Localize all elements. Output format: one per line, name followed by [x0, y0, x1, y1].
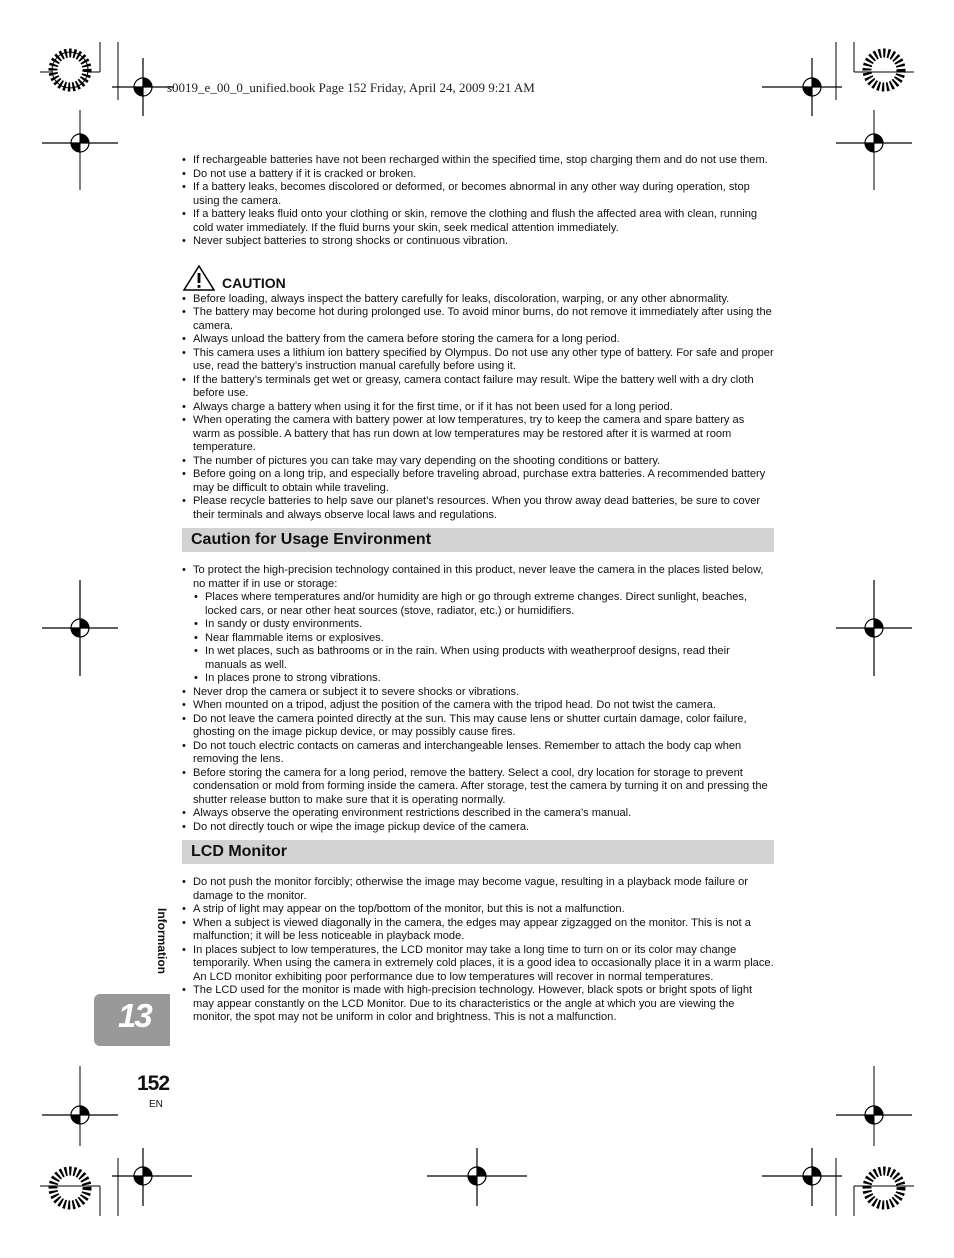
- sublist-item: • In sandy or dusty environments.: [180, 618, 774, 632]
- list-item: • In places subject to low temperatures, the LCD monitor may take a long time to turn on or its color may change temporarily. When using the camera in extremely cold places, it is a good idea to occasionally place it in a warm place. An LCD monitor exhibiting poor performance due to low temperatures will recover in normal temperatures.: [180, 944, 774, 985]
- section-heading-usage-environment: [182, 528, 774, 552]
- list-item: • Do not directly touch or wipe the image pickup device of the camera.: [180, 821, 774, 835]
- list-item: • Always observe the operating environment restrictions described in the camera’s manual.: [180, 807, 774, 821]
- list-item: • When a subject is viewed diagonally in the camera, the edges may appear zigzagged on the monitor. This is not a malfunction; it will be less noticeable in playback mode.: [180, 917, 774, 944]
- list-item: • Before going on a long trip, and especially before traveling abroad, purchase extra batteries. A recommended battery may be difficult to obtain while traveling.: [180, 468, 774, 495]
- usage-environment-list: [180, 564, 774, 834]
- places-sublist: [180, 591, 774, 686]
- battery-warning-list: [180, 154, 774, 249]
- starburst-target-icon: [53, 1171, 87, 1205]
- list-item: • The number of pictures you can take may vary depending on the shooting conditions or battery.: [180, 455, 774, 469]
- chapter-label: [150, 908, 170, 990]
- list-item: • A strip of light may appear on the top/bottom of the monitor, but this is not a malfunction.: [180, 903, 774, 917]
- warning-triangle-icon: [183, 265, 215, 291]
- section-title: Caution for Usage Environment: [191, 531, 432, 548]
- registration-mark-icon: [762, 58, 842, 116]
- chapter-label-text: Information: [155, 908, 169, 974]
- chapter-number: 13: [118, 997, 151, 1034]
- list-item: • This camera uses a lithium ion battery specified by Olympus. Do not use any other type of battery. For safe and proper use, read the battery’s instruction manual carefully before using it.: [180, 347, 774, 374]
- list-item: • When operating the camera with battery power at low temperatures, try to keep the camera and spare battery as warm as possible. A battery that has run down at low temperatures may be restored after it is warmed at room temperature.: [180, 414, 774, 455]
- list-item: • When mounted on a tripod, adjust the position of the camera with the tripod head. Do not twist the camera.: [180, 699, 774, 713]
- registration-mark-icon: [762, 1148, 842, 1206]
- list-item: • If the battery’s terminals get wet or greasy, camera contact failure may result. Wipe the battery well with a dry cloth before use.: [180, 374, 774, 401]
- list-item: • The LCD used for the monitor is made with high-precision technology. However, black spots or bright spots of light may appear constantly on the LCD Monitor. Due to its characteristics or the angle at which you are viewing the monitor, the spot may not be uniform in color and brightness. This is not a malfunction.: [180, 984, 774, 1025]
- list-item: • Always charge a battery when using it for the first time, or if it has not been used for a long period.: [180, 401, 774, 415]
- list-item: • Never subject batteries to strong shocks or continuous vibration.: [180, 235, 774, 249]
- list-item: • If a battery leaks, becomes discolored or deformed, or becomes abnormal in any other way during operation, stop using the camera.: [180, 181, 774, 208]
- list-item: • Do not use a battery if it is cracked or broken.: [180, 168, 774, 182]
- list-item: • Do not leave the camera pointed directly at the sun. This may cause lens or shutter curtain damage, color failure, ghosting on the image pickup device, or may possibly cause fires.: [180, 713, 774, 740]
- registration-mark-icon: [112, 1148, 192, 1206]
- caution-list: [180, 293, 774, 523]
- list-item: • If a battery leaks fluid onto your clothing or skin, remove the clothing and flush the affected area with clean, running cold water immediately. If the fluid burns your skin, seek medical attention immediately.: [180, 208, 774, 235]
- section-heading-lcd-monitor: [182, 840, 774, 864]
- lcd-monitor-list: [180, 876, 774, 1025]
- list-item-text: • To protect the high-precision technology contained in this product, never leave the camera in the places listed below, no matter if in use or storage:: [193, 564, 764, 590]
- list-item: • Please recycle batteries to help save our planet’s resources. When you throw away dead batteries, be sure to cover their terminals and always observe local laws and regulations.: [180, 495, 774, 522]
- list-item: • Do not push the monitor forcibly; otherwise the image may become vague, resulting in a playback mode failure or damage to the monitor.: [180, 876, 774, 903]
- list-item: • Always unload the battery from the camera before storing the camera for a long period.: [180, 333, 774, 347]
- page-number: 152: [137, 1072, 170, 1095]
- starburst-target-icon: [867, 53, 901, 87]
- sublist-item: • Near flammable items or explosives.: [180, 632, 774, 646]
- sublist-item: • In wet places, such as bathrooms or in the rain. When using products with weatherproof designs, read their manuals as well.: [180, 645, 774, 672]
- language-code: EN: [149, 1099, 163, 1110]
- page-content: [180, 154, 774, 1025]
- section-title: LCD Monitor: [191, 843, 287, 860]
- caution-label: CAUTION: [222, 274, 286, 291]
- sublist-item: • In places prone to strong vibrations.: [180, 672, 774, 686]
- list-item: • Before loading, always inspect the battery carefully for leaks, discoloration, warping, or any other abnormality.: [180, 293, 774, 307]
- list-item: • Before storing the camera for a long period, remove the battery. Select a cool, dry location for storage to prevent condensation or mold from forming inside the camera. After storage, test the camera by turning it on and pressing the shutter release button to make sure that it is operating normally.: [180, 767, 774, 808]
- list-item: • Never drop the camera or subject it to severe shocks or vibrations.: [180, 686, 774, 700]
- list-item: • If rechargeable batteries have not been recharged within the specified time, stop charging them and do not use them.: [180, 154, 774, 168]
- list-item: • The battery may become hot during prolonged use. To avoid minor burns, do not remove it immediately after using the camera.: [180, 306, 774, 333]
- sublist-item: • Places where temperatures and/or humidity are high or go through extreme changes. Direct sunlight, beaches, locked cars, or near other heat sources (stove, radiator, etc.) or humidifiers.: [180, 591, 774, 618]
- print-file-info: s0019_e_00_0_unified.book Page 152 Friday, April 24, 2009 9:21 AM: [167, 80, 535, 95]
- starburst-target-icon: [867, 1171, 901, 1205]
- list-item: [180, 564, 774, 686]
- caution-heading: [180, 267, 774, 291]
- list-item: • Do not touch electric contacts on cameras and interchangeable lenses. Remember to attach the body cap when removing the lens.: [180, 740, 774, 767]
